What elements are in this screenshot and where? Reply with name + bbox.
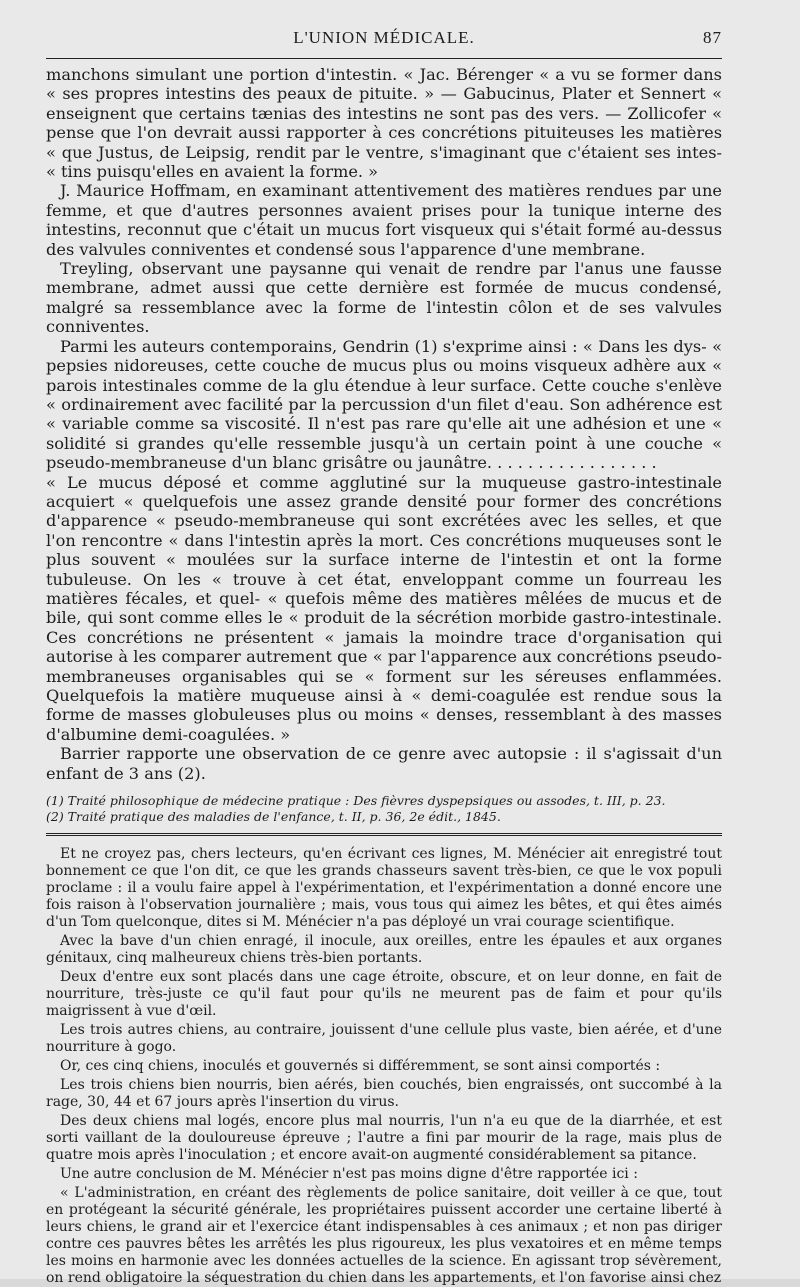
footnote: (1) Traité philosophique de médecine pratique : Des fièvres dyspepsiques ou assodes, t. III, p. 23. xyxy=(46,793,666,809)
paragraph: J. Maurice Hoffmam, en examinant attentivement des matières rendues par une femme, et que d'autres personnes avaient prises pour la tunique interne des intestins, reconnut que c'était un mucus fort visqueux qui s'était formé au-dessus des valvules conniventes et condensé sous l'apparence d'une membrane. xyxy=(46,181,722,259)
paragraph: Avec la bave d'un chien enragé, il inocule, aux oreilles, entre les épaules et aux organes génitaux, cinq malheureux chiens très-bien portants. xyxy=(46,933,722,967)
paragraph: Des deux chiens mal logés, encore plus mal nourris, l'un n'a eu que de la diarrhée, et est sorti vaillant de la douloureuse épreuve ; l'autre a fini par mourir de la rage, mais plus de quatre mois après l'inoculation ; et encore avait-on augmenté considérablement sa pitance. xyxy=(46,1113,722,1164)
paragraph: Treyling, observant une paysanne qui venait de rendre par l'anus une fausse membrane, admet aussi que cette dernière est formée de mucus condensé, malgré sa ressemblance avec la forme de l'intestin côlon et de ses valvules conniventes. xyxy=(46,259,722,337)
paragraph: Une autre conclusion de M. Ménécier n'est pas moins digne d'être rapportée ici : xyxy=(60,1166,638,1183)
main-article xyxy=(46,65,722,783)
paragraph: Or, ces cinq chiens, inoculés et gouvernés si différemment, se sont ainsi comportés : xyxy=(60,1058,661,1075)
paragraph: Et ne croyez pas, chers lecteurs, qu'en écrivant ces lignes, M. Ménécier ait enregistré tout bonnement ce que l'on dit, ce que les grands chasseurs savent très-bien, ce que le vox populi proclame : il a voulu faire appel à l'expérimentation, et l'expérimentation a donné encore une fois raison à l'observation journalière ; mais, vous tous qui aimez les bêtes, et qui êtes aimés d'un Tom quelconque, dites si M. Ménécier n'a pas déployé un vrai courage scientifique. xyxy=(46,846,722,931)
footnotes xyxy=(46,793,722,825)
feuilleton-section xyxy=(46,846,722,1287)
paragraph: Les trois chiens bien nourris, bien aérés, bien couchés, bien engraissés, ont succombé à la rage, 30, 44 et 67 jours après l'insertion du virus. xyxy=(46,1077,722,1111)
paragraph: Barrier rapporte une observation de ce genre avec autopsie : il s'agissait d'un enfant de 3 ans (2). xyxy=(46,744,722,783)
paragraph: Parmi les auteurs contemporains, Gendrin (1) s'exprime ainsi : « Dans les dys- « pepsies nidoreuses, cette couche de mucus plus ou moins visqueux adhère aux « parois intestinales comme de la glu étendue à leur surface. Cette couche s'enlève « ordinairement avec facilité par la percussion d'un filet d'eau. Son adhérence est « variable comme sa viscosité. Il n'est pas rare qu'elle ait une adhésion et une « solidité si grandes qu'elle ressemble jusqu'à un certain point à une couche « pseudo-membraneuse d'un blanc grisâtre ou jaunâtre. . . . . . . . . . . . . . . . . xyxy=(46,336,722,473)
section-divider xyxy=(46,833,722,836)
paragraph: « L'administration, en créant des règlements de police sanitaire, doit veiller à ce que, tout en protégeant la sécurité générale, les propriétaires puissent accorder une certaine liberté à leurs chiens, le grand air et l'exercice étant indispensables à ces animaux ; et non pas diriger contre ces pauvres bêtes les arrêtés les plus rigoureux, les plus vexatoires et en même temps les moins en harmonie avec les données actuelles de la science. En agissant trop sévèrement, on rend obligatoire la séquestration du chien dans les appartements, et l'on favorise ainsi chez xyxy=(46,1185,722,1287)
footnote: (2) Traité pratique des maladies de l'enfance, t. II, p. 36, 2e édit., 1845. xyxy=(46,809,501,825)
paragraph: Deux d'entre eux sont placés dans une cage étroite, obscure, et on leur donne, en fait de nourriture, très-juste ce qu'il faut pour qu'ils ne meurent pas de faim et pour qu'ils maigrissent à vue d'œil. xyxy=(46,969,722,1020)
paragraph: manchons simulant une portion d'intestin. « Jac. Bérenger « a vu se former dans « ses propres intestins des peaux de pituite. » — Gabucinus, Plater et Sennert « enseignent que certains tænias des intestins ne sont pas des vers. — Zollicofer « pense que l'on devrait aussi rapporter à ces concrétions pituiteuses les matières « que Justus, de Leipsig, rendit par le ventre, s'imaginant que c'étaient ses intes- « tins puisqu'elles en avaient la forme. » xyxy=(46,65,722,182)
page-number: 87 xyxy=(703,28,722,47)
paragraph: Les trois autres chiens, au contraire, jouissent d'une cellule plus vaste, bien aérée, et d'une nourriture à gogo. xyxy=(46,1022,722,1056)
header-rule xyxy=(46,58,722,59)
page-header xyxy=(46,28,722,54)
paragraph: « Le mucus déposé et comme agglutiné sur la muqueuse gastro-intestinale acquiert « quelquefois une assez grande densité pour former des concrétions d'apparence « pseudo-membraneuse qui sont excrétées avec les selles, et que l'on rencontre « dans l'intestin après la mort. Ces concrétions muqueuses sont le plus souvent « moulées sur la surface interne de l'intestin et ont la forme tubuleuse. On les « trouve à cet état, enveloppant comme un fourreau les matières fécales, et quel- « quefois même des matières mêlées de mucus et de bile, qui sont comme elles le « produit de la sécrétion morbide gastro-intestinale. Ces concrétions ne présentent « jamais la moindre trace d'organisation qui autorise à les comparer autrement que « par l'apparence aux concrétions pseudo-membraneuses organisables qui se « forment sur les séreuses enflammées. Quelquefois la matière muqueuse ainsi à « demi-coagulée est rendue sous la forme de masses globuleuses plus ou moins « denses, ressemblant à des masses d'albumine demi-coagulées. » xyxy=(46,472,722,744)
journal-title: L'UNION MÉDICALE. xyxy=(293,28,475,47)
